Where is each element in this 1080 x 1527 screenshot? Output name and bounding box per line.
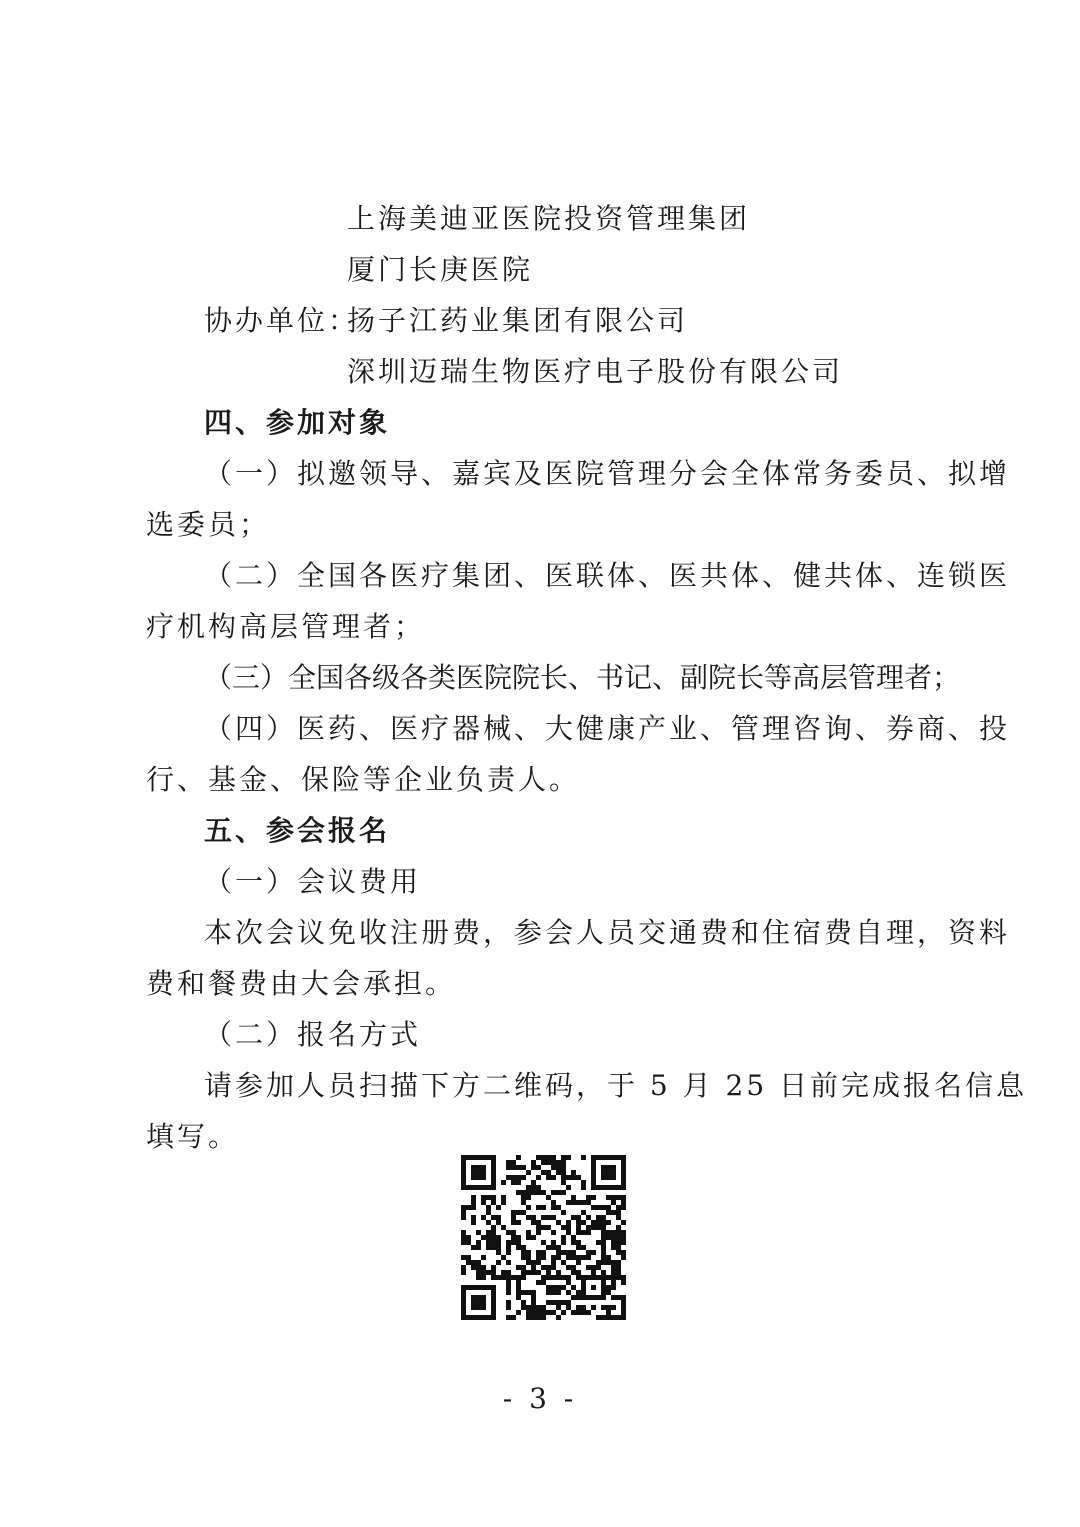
organizer-line-3: 上海美迪亚医院投资管理集团	[347, 202, 751, 235]
participant-item-4-cont: 行、基金、保险等企业负责人。	[146, 763, 581, 796]
fees-paragraph: 本次会议免收注册费，参会人员交通费和住宿费自理，资料	[204, 916, 1011, 949]
section-heading-participants: 四、参加对象	[204, 406, 391, 439]
participant-item-1: （一）拟邀领导、嘉宾及医院管理分会全体常务委员、拟增	[204, 457, 1011, 490]
subheading-registration-method: （二）报名方式	[204, 1018, 422, 1051]
participant-item-3: （三）全国各级各类医院院长、书记、副院长等高层管理者；	[204, 661, 961, 694]
subheading-fees: （一）会议费用	[204, 865, 422, 898]
co-organizer-label: 协办单位：	[204, 304, 360, 337]
co-organizer-line-1: 扬子江药业集团有限公司	[347, 304, 689, 337]
participant-item-2: （二）全国各医疗集团、医联体、医共体、健共体、连锁医	[204, 559, 1011, 592]
participant-item-4: （四）医药、医疗器械、大健康产业、管理咨询、券商、投	[204, 712, 1011, 745]
registration-qr-code-icon[interactable]	[461, 1155, 626, 1320]
section-heading-registration: 五、参会报名	[204, 814, 391, 847]
organizer-line-4: 厦门长庚医院	[347, 253, 534, 286]
page-number: - 3 -	[502, 1382, 578, 1415]
participant-item-1-cont: 选委员；	[146, 508, 271, 541]
registration-paragraph: 请参加人员扫描下方二维码，于 5 月 25 日前完成报名信息	[204, 1069, 1028, 1102]
registration-paragraph-cont: 填写。	[146, 1120, 240, 1153]
fees-paragraph-cont: 费和餐费由大会承担。	[146, 967, 457, 1000]
co-organizer-line-2: 深圳迈瑞生物医疗电子股份有限公司	[347, 355, 844, 388]
participant-item-2-cont: 疗机构高层管理者；	[146, 610, 426, 643]
